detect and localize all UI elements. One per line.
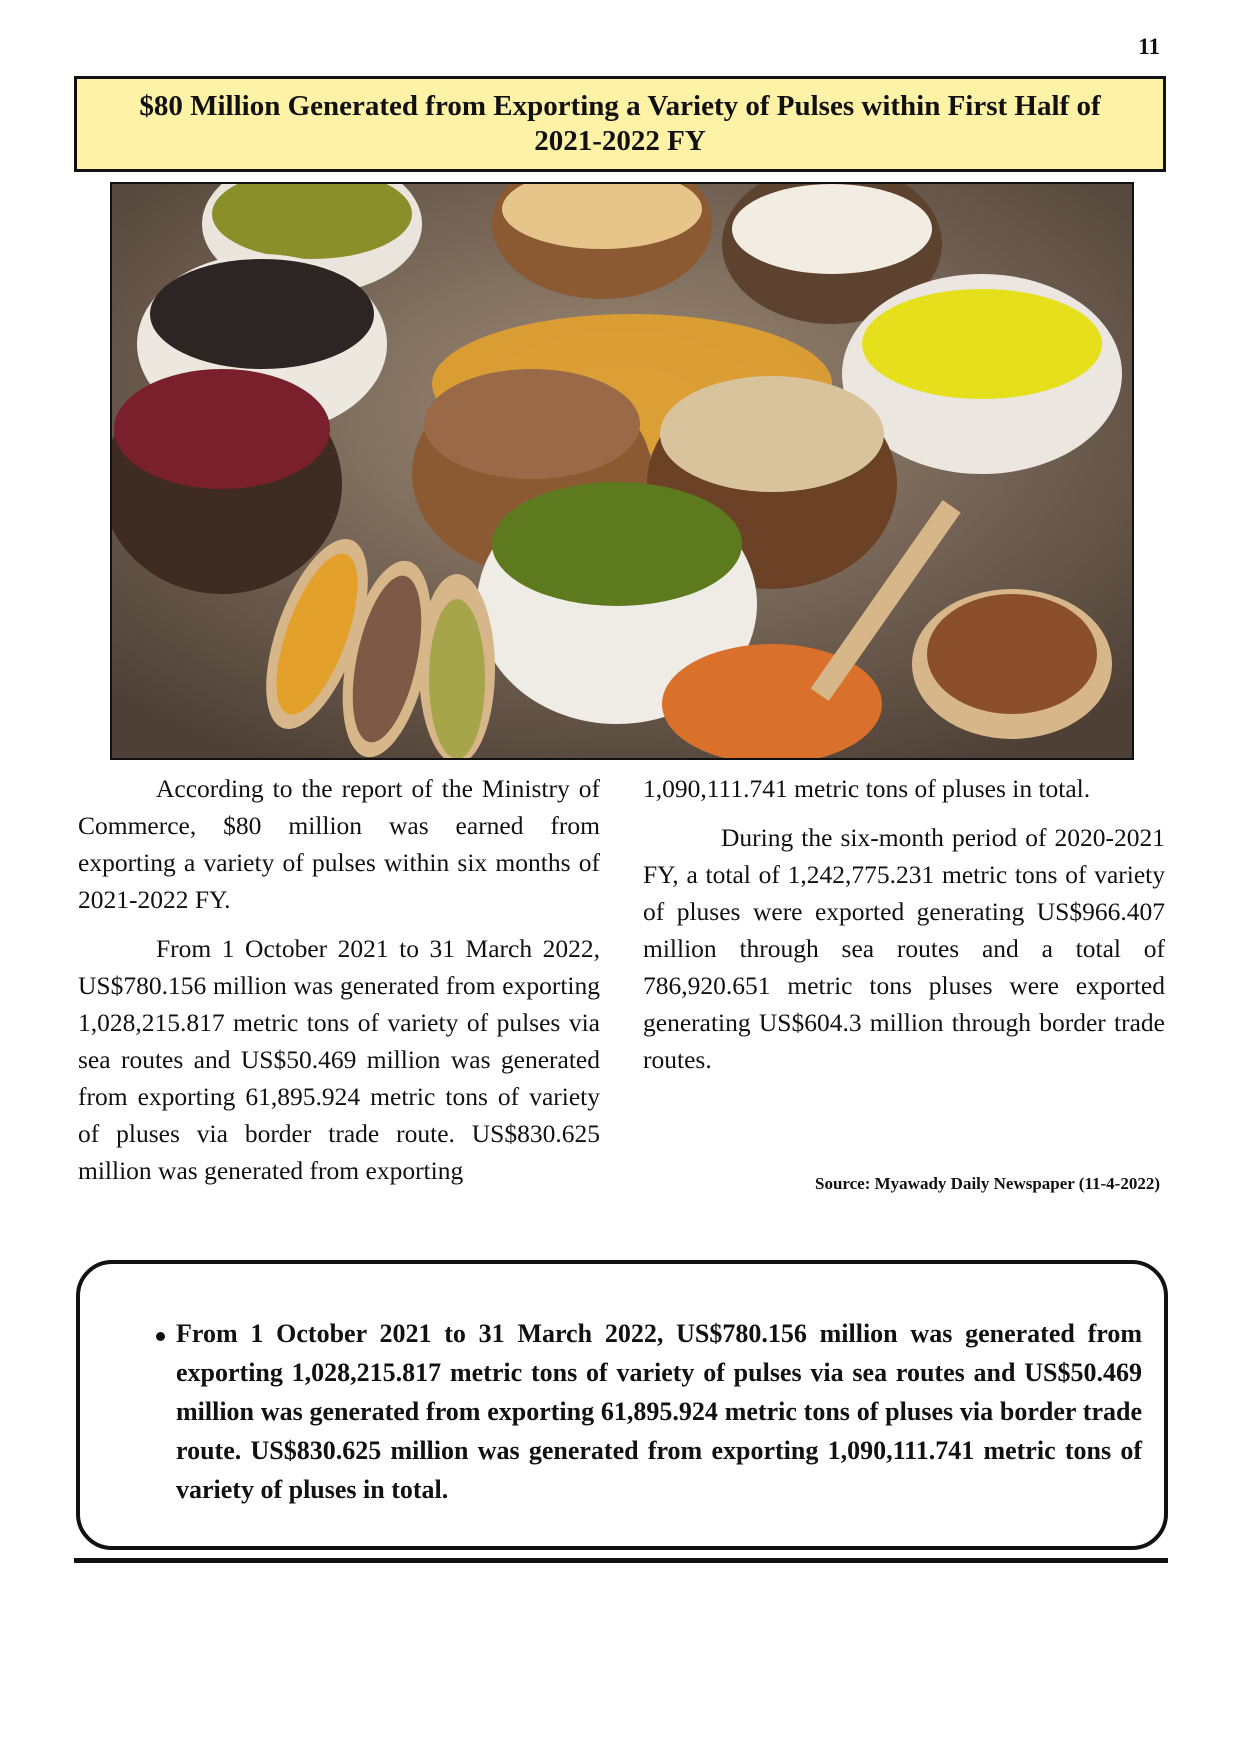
right-paragraph-1: 1,090,111.741 metric tons of pluses in total. — [643, 774, 1091, 803]
bullet-icon — [156, 1332, 165, 1341]
pulses-illustration — [112, 184, 1132, 758]
source-citation: Source: Myawady Daily Newspaper (11-4-2022) — [814, 1174, 1160, 1193]
summary-text: From 1 October 2021 to 31 March 2022, US$780.156 million was generated from exporting 1,028,215.817 metric tons of variety of pulses via sea routes and US$50.469 million was generated from exporting 61,895.924 metric tons of pluses via border trade route. US$830.625 million was generated from exporting 1,090,111.741 metric tons of variety of pluses in total. — [176, 1319, 1142, 1504]
right-paragraph-2: During the six-month period of 2020-2021 FY, a total of 1,242,775.231 metric tons of variety of pluses were exported generating US$966.407 million through sea routes and a total of 786,920.651 metric tons pluses were exported generating US$604.3 million through border trade routes. — [643, 823, 1165, 1074]
left-paragraph-2: From 1 October 2021 to 31 March 2022, US$780.156 million was generated from exporting 1,028,215.817 metric tons of variety of pulses via sea routes and US$50.469 million was generated from exporting 61,895.924 metric tons of variety of pluses via border trade route. US$830.625 million was generated from exporting — [78, 934, 600, 1185]
page-number: 11 — [1138, 34, 1160, 59]
right-column — [643, 770, 1165, 1090]
pulses-photo — [110, 182, 1134, 760]
left-paragraph-1: According to the report of the Ministry of Commerce, $80 million was earned from exporting a variety of pulses within six months of 2021-2022 FY. — [78, 774, 600, 914]
article-title: $80 Million Generated from Exporting a Variety of Pulses within First Half of 2021-2022 FY — [139, 90, 1101, 157]
article-title-box — [74, 76, 1166, 172]
summary-box — [76, 1260, 1168, 1550]
bottom-divider — [74, 1558, 1168, 1563]
left-column — [78, 770, 600, 1201]
